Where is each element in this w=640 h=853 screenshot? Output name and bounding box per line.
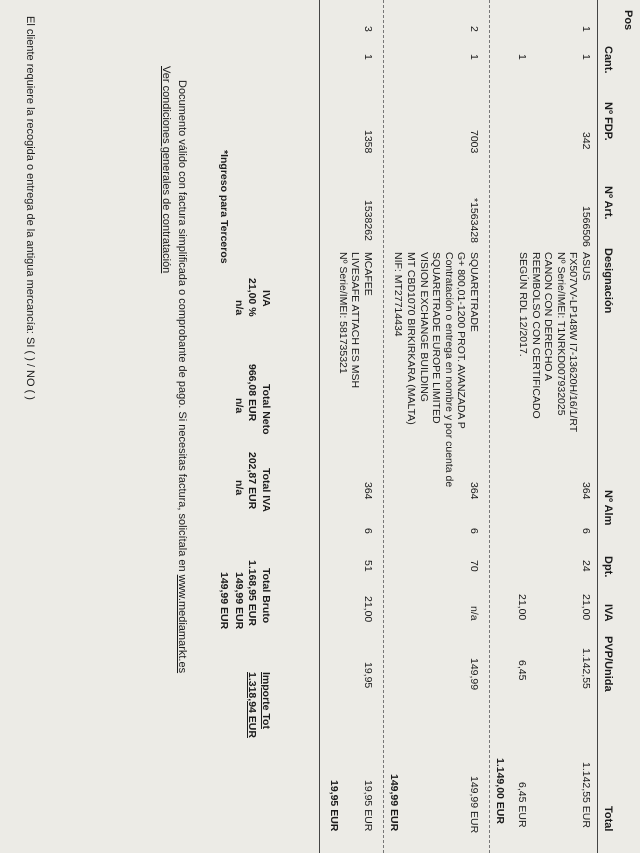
- designation-line: SQUARETRADE: [468, 252, 480, 332]
- summary-header-iva-total: Total IVA: [260, 468, 272, 512]
- header-designacion: Designación: [602, 248, 614, 314]
- item-2-dpt2: 70: [468, 560, 480, 572]
- item-3-fdp: 1358: [362, 130, 374, 154]
- summary-header-bruto: Total Bruto: [260, 568, 272, 624]
- summary-cell: 202,87 EUR: [246, 452, 258, 510]
- item-1-sub-iva: 21,00: [516, 594, 528, 621]
- item-1-art: 1566506: [580, 206, 592, 247]
- item-2-fdp: 7003: [468, 130, 480, 154]
- item-3-cant: 1: [362, 54, 374, 60]
- summary-cell: 1.168,95 EUR: [246, 560, 258, 626]
- summary-cell: 149,99 EUR: [233, 572, 245, 630]
- item-2-iva: n/a: [468, 606, 480, 621]
- item-3-alm: 364: [362, 482, 374, 500]
- item-3-dpt2: 51: [362, 560, 374, 572]
- header-pos: Pos: [622, 10, 634, 31]
- item-3-designation: [336, 252, 374, 388]
- summary-header-importe: Importe Tot: [260, 672, 272, 729]
- item-2-pos: 2: [468, 26, 480, 32]
- summary-cell: n/a: [233, 300, 245, 316]
- item-1-iva: 21,00: [580, 594, 592, 621]
- item-1-sub-pvp: 6,45: [516, 660, 528, 681]
- item-1-dpt2: 24: [580, 560, 592, 572]
- item-2-dpt1: 6: [468, 528, 480, 534]
- designation-line: VISION EXCHANGE BUILDING: [417, 252, 430, 402]
- designation-line: ASUS: [580, 252, 592, 281]
- designation-line: SEGÚN RDL 12/2017.: [517, 252, 530, 357]
- item-1-sub-cant: 1: [516, 54, 528, 60]
- item-1-alm: 364: [580, 482, 592, 500]
- footer-line-3: El cliente requiere la recogida o entrega de la antigua mercancía: SI ( ) / NO ( ): [24, 16, 36, 400]
- item-2-art: *1563428: [468, 198, 480, 243]
- item-1-designation: [516, 252, 592, 432]
- summary-cell: 966,08 EUR: [246, 364, 258, 422]
- item-2-pvp: 149,99: [468, 658, 480, 691]
- designation-line: MCAFEE: [362, 252, 374, 296]
- summary-cell: n/a: [233, 398, 245, 414]
- header-fdp: Nº FDP.: [602, 102, 614, 141]
- designation-line: Nº Serie/IMEI: 581735321: [336, 252, 349, 374]
- designation-line: CANON CON DERECHO A: [542, 252, 555, 381]
- item-3-dpt1: 6: [362, 528, 374, 534]
- item-1-sub-total: 6,45 EUR: [516, 782, 528, 828]
- conditions-link[interactable]: Ver condiciones generales de contratación: [160, 66, 172, 274]
- item-1-fdp: 342: [580, 132, 592, 150]
- item-2-designation: [392, 252, 480, 487]
- item-3-line-total: 19,95 EUR: [328, 780, 340, 832]
- item-1-total: 1.142,55 EUR: [580, 762, 592, 828]
- item-1-pvp: 1.142,55: [580, 648, 592, 689]
- mediamarkt-link[interactable]: www.mediamarkt.es: [176, 574, 188, 674]
- designation-line: G+ 800,01-1200 PROT. AVANZADA P: [455, 252, 468, 429]
- designation-line: Contratación o entrega en nombre y por cuenta de: [442, 252, 455, 488]
- item-3-total: 19,95 EUR: [362, 780, 374, 832]
- summary-cell: 149,99 EUR: [218, 572, 230, 630]
- summary-header-neto: Total Neto: [260, 384, 272, 435]
- footer-text: Documento válido con factura simplificada o comprobante de pago. Si necesitas factura, solicítala en: [176, 80, 188, 572]
- summary-cell: n/a: [233, 480, 245, 496]
- item-3-pvp: 19,95: [362, 662, 374, 689]
- item-2-cant: 1: [468, 54, 480, 60]
- header-dpt: Dpt.: [602, 556, 614, 578]
- item-3-art: 1538262: [362, 200, 374, 241]
- designation-line: Nº Serie/IMEI: T1NRKD007932025: [554, 252, 567, 416]
- summary-cell: 21,00 %: [246, 278, 258, 317]
- header-alm: Nº Alm: [602, 490, 614, 526]
- designation-line: LIVESAFE ATTACH ES MSH: [349, 252, 362, 389]
- header-cant: Cant.: [602, 46, 614, 74]
- designation-line: SQUARETRADE EUROPE LIMITED: [430, 252, 443, 424]
- item-2-total: 149,99 EUR: [468, 776, 480, 834]
- header-iva: IVA: [602, 604, 614, 622]
- item-2-rule: [383, 0, 384, 853]
- item-2-alm: 364: [468, 482, 480, 500]
- summary-importe-total: 1.318,94 EUR: [246, 672, 258, 738]
- header-total: Total: [602, 806, 614, 832]
- item-1-rule: [489, 0, 490, 853]
- summary-note-terceros: *Ingreso para Terceros: [218, 150, 230, 264]
- designation-line: REEMBOLSO CON CERTIFICADO: [529, 252, 542, 419]
- header-rule: [597, 0, 598, 853]
- item-3-iva: 21,00: [362, 596, 374, 623]
- items-end-rule: [319, 0, 320, 853]
- item-2-line-total: 149,99 EUR: [388, 774, 400, 832]
- header-art: Nº Art.: [602, 186, 614, 220]
- header-pvp: PVP/Unida: [602, 636, 614, 692]
- footer-line-1: [175, 80, 188, 673]
- item-3-pos: 3: [362, 26, 374, 32]
- designation-line: FX507VV-LP148W I7-13620H/16/1/RT: [567, 252, 580, 433]
- item-1-dpt1: 6: [580, 528, 592, 534]
- summary-header-iva: IVA: [260, 290, 272, 307]
- designation-line: MT CBD1070 BIRKIRKARA (MALTA): [405, 252, 418, 425]
- item-1-cant: 1: [580, 54, 592, 60]
- item-1-line-total: 1.149,00 EUR: [494, 758, 506, 824]
- item-1-pos: 1: [580, 26, 592, 32]
- designation-line: NIF: MT27714434: [392, 252, 405, 337]
